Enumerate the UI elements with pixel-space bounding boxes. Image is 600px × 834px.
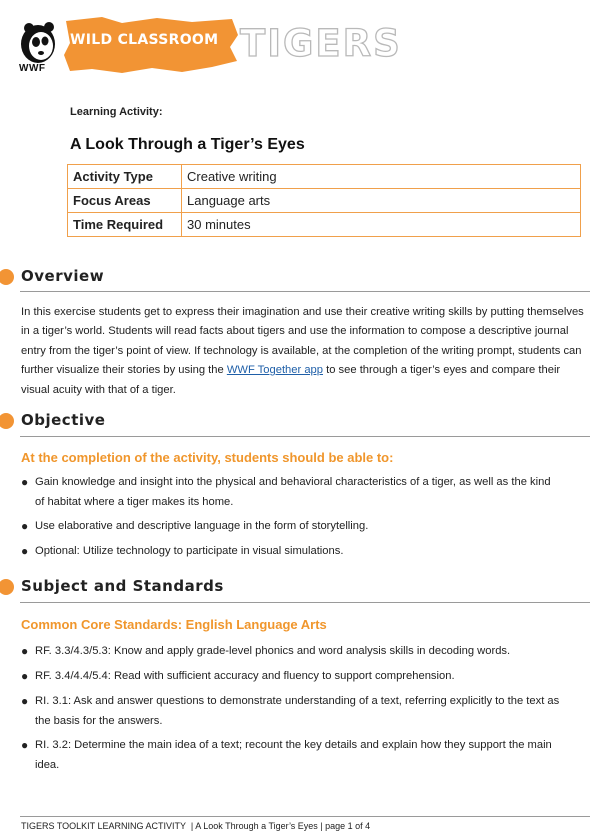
section-bullet-icon: [0, 579, 14, 595]
wwf-together-app-link[interactable]: WWF Together app: [226, 364, 323, 377]
section-bullet-icon: [0, 269, 14, 285]
list-item: ● Optional: Utilize technology to participate in visual simulations.: [21, 544, 344, 558]
activity-label: Learning Activity:: [70, 106, 163, 118]
section-divider: [20, 436, 590, 437]
list-item: ● RI. 3.1: Ask and answer questions to demonstrate understanding of a text, referring explicitly to the text as the basis for the answers.: [21, 694, 560, 727]
list-item: ● RF. 3.3/4.3/5.3: Know and apply grade-level phonics and word analysis skills in decoding words.: [21, 644, 511, 658]
standards-heading: Subject and Standards: [21, 577, 224, 595]
info-key: Time Required: [68, 213, 182, 237]
activity-info-table: [67, 164, 581, 237]
list-item: ● Gain knowledge and insight into the physical and behavioral characteristics of a tiger, as well as the kind of habitat where a tiger makes its home.: [21, 475, 551, 508]
info-value: Language arts: [182, 189, 581, 213]
overview-text-end: to see through a tiger’s eyes and compare their visual acuity with that of a tiger.: [21, 364, 561, 396]
table-row: [68, 213, 581, 237]
table-row: [68, 189, 581, 213]
list-item: ● RF. 3.4/4.4/5.4: Read with sufficient accuracy and fluency to support comprehension.: [21, 669, 455, 683]
footer-divider: [20, 816, 590, 817]
wwf-wordmark: WWF: [19, 63, 46, 74]
section-bullet-icon: [0, 413, 14, 429]
info-key: Activity Type: [68, 165, 182, 189]
objective-heading: Objective: [21, 411, 106, 429]
info-key: Focus Areas: [68, 189, 182, 213]
page-title: TIGERS: [240, 22, 402, 65]
section-divider: [20, 602, 590, 603]
list-item: ● Use elaborative and descriptive language in the form of storytelling.: [21, 519, 369, 533]
activity-title: A Look Through a Tiger’s Eyes: [70, 136, 305, 153]
overview-text: In this exercise students get to express their imagination and use their creative writing skills by putting themselves in a tiger’s world. Students will read facts about tigers and use the information to compose a descriptive journal entry from the tiger’s point of view. If technology is available, at the completion of the writing prompt, students can further visualize their stories by using the: [21, 306, 584, 377]
overview-heading: Overview: [21, 267, 105, 285]
standards-subheading: Common Core Standards: English Language Arts: [21, 617, 327, 632]
list-item: ● RI. 3.2: Determine the main idea of a text; recount the key details and explain how they support the main idea.: [21, 738, 552, 771]
overview-paragraph: [21, 303, 587, 400]
objective-subheading: At the completion of the activity, students should be able to:: [21, 450, 394, 465]
table-row: [68, 165, 581, 189]
page-footer: TIGERS TOOLKIT LEARNING ACTIVITY | A Look Through a Tiger’s Eyes | page 1 of 4: [21, 821, 371, 831]
section-divider: [20, 291, 590, 292]
info-value: Creative writing: [182, 165, 581, 189]
info-value: 30 minutes: [182, 213, 581, 237]
banner-label: WILD CLASSROOM: [70, 32, 219, 48]
